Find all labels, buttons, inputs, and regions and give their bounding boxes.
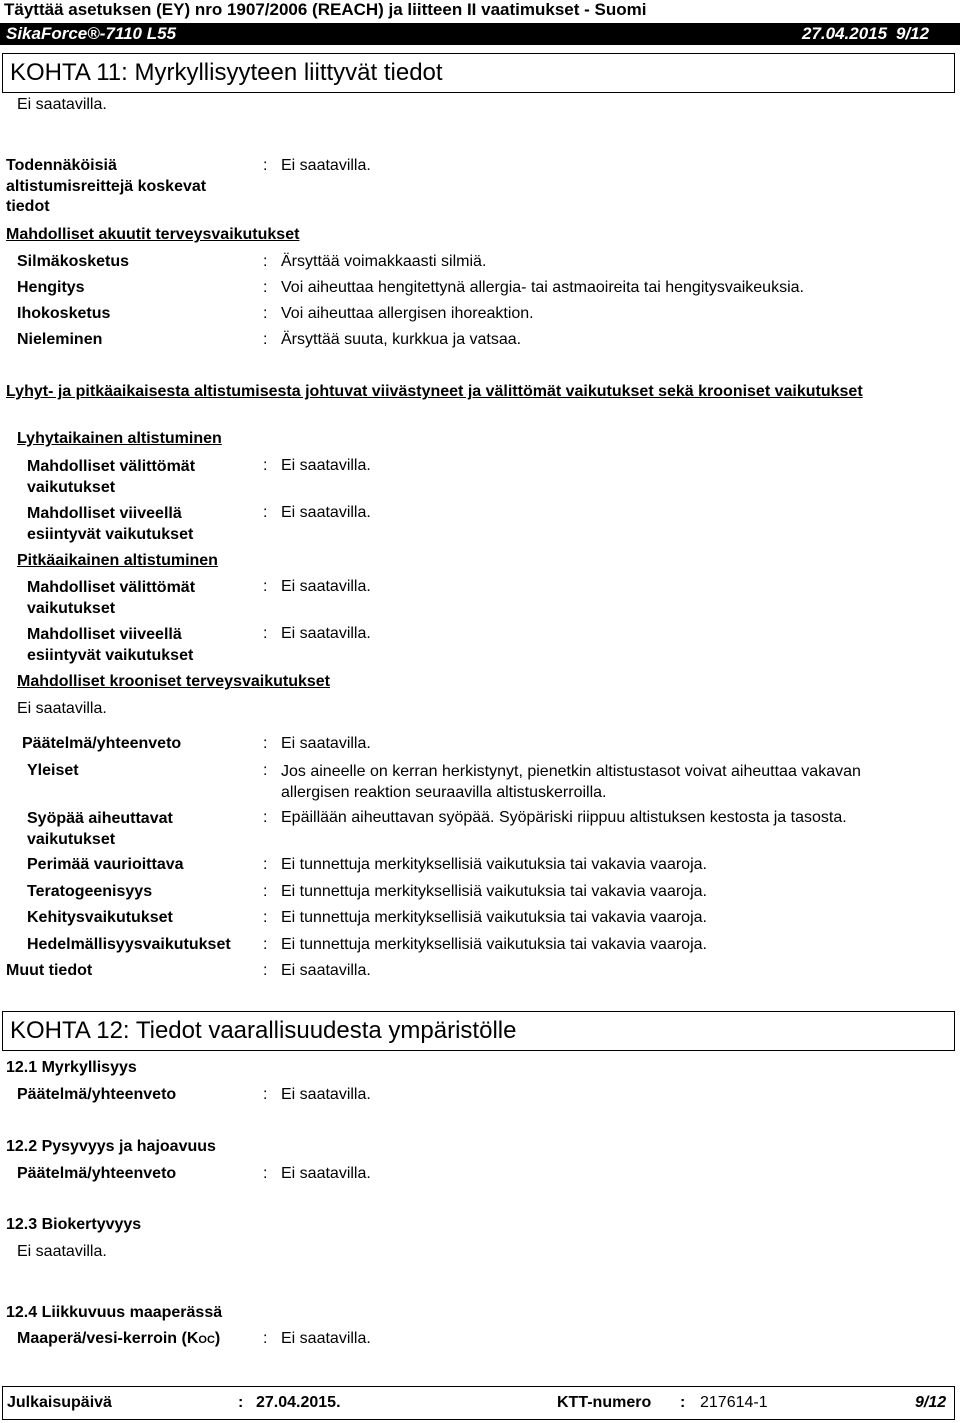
skin-contact-label: Ihokosketus [17,305,111,322]
colon: : [263,962,268,979]
teratogenic-label: Teratogeenisyys [27,883,153,900]
short-term-delayed-value: Ei saatavilla. [281,504,371,521]
developmental-label: Kehitysvaikutukset [27,909,173,926]
short-term-heading: Lyhytaikainen altistuminen [17,430,222,447]
toxicity-conclusion-label: Päätelmä/yhteenveto [17,1086,177,1103]
header-page-number: 9/12 [896,24,930,43]
chronic-effects-value: Ei saatavilla. [17,700,107,717]
colon: : [263,1165,268,1182]
eye-contact-value: Ärsyttää voimakkaasti silmiä. [281,253,487,270]
colon: : [263,305,268,322]
persistence-conclusion-value: Ei saatavilla. [281,1165,371,1182]
chronic-effects-heading: Mahdolliset krooniset terveysvaikutukset [17,673,330,690]
colon: : [263,809,268,826]
page-footer [2,1386,955,1420]
colon: : [263,504,268,521]
colon: : [263,909,268,926]
soil-water-coefficient-value: Ei saatavilla. [281,1330,371,1347]
conclusion-value: Ei saatavilla. [281,735,371,752]
eye-contact-label: Silmäkosketus [17,253,130,270]
soil-water-coefficient-label: Maaperä/vesi-kerroin (KOC) [17,1330,221,1347]
mutagenic-value: Ei tunnettuja merkityksellisiä vaikutuksia tai vakavia vaaroja. [281,856,707,873]
colon: : [680,1394,686,1411]
conclusion-label: Päätelmä/yhteenveto [22,735,182,752]
header-date: 27.04.2015 [802,24,888,43]
colon: : [238,1394,244,1411]
bioaccumulation-heading: 12.3 Biokertyvyys [6,1216,142,1233]
colon: : [263,883,268,900]
acute-effects-heading: Mahdolliset akuutit terveysvaikutukset [6,226,300,243]
section-12-title: KOHTA 12: Tiedot vaarallisuudesta ympäristölle [10,1017,517,1044]
general-value: Jos aineelle on kerran herkistynyt, pienetkin altistustasot voivat aiheuttaa vakavan allergisen reaktion seuraavilla altistuskerroilla. [281,763,861,801]
persistence-heading: 12.2 Pysyvyys ja hajoavuus [6,1138,216,1155]
mobility-heading: 12.4 Liikkuvuus maaperässä [6,1304,223,1321]
exposure-routes-label: Todennäköisiä altistumisreittejä koskevat tiedot [6,157,207,215]
long-term-delayed-value: Ei saatavilla. [281,625,371,642]
section-11-heading-box [2,53,955,93]
issue-date-label: Julkaisupäivä [7,1394,112,1411]
ktt-number-value: 217614-1 [700,1394,768,1411]
long-term-delayed-label: Mahdolliset viiveellä esiintyvät vaikutukset [27,626,194,664]
short-term-delayed-label: Mahdolliset viiveellä esiintyvät vaikutukset [27,505,194,543]
colon: : [263,157,268,174]
colon: : [263,1086,268,1103]
skin-contact-value: Voi aiheuttaa allergisen ihoreaktion. [281,305,534,322]
colon: : [263,457,268,474]
colon: : [263,1330,268,1347]
inhalation-label: Hengitys [17,279,85,296]
delayed-effects-heading: Lyhyt- ja pitkäaikaisesta altistumisesta johtuvat viivästyneet ja välittömät vaikutukset sekä krooniset vaikutukset [6,383,863,400]
colon: : [263,936,268,953]
colon: : [263,735,268,752]
colon: : [263,762,268,779]
colon: : [263,578,268,595]
persistence-conclusion-label: Päätelmä/yhteenveto [17,1165,177,1182]
carcinogenic-value: Epäillään aiheuttavan syöpää. Syöpäriski riippuu altistuksen kestosta ja tasosta. [281,809,847,826]
footer-page-number: 9/12 [915,1394,947,1411]
issue-date-value: 27.04.2015. [256,1394,341,1411]
other-info-value: Ei saatavilla. [281,962,371,979]
ingestion-label: Nieleminen [17,331,103,348]
teratogenic-value: Ei tunnettuja merkityksellisiä vaikutuksia tai vakavia vaaroja. [281,883,707,900]
mutagenic-label: Perimää vaurioittava [27,856,184,873]
section-12-heading-box [2,1011,955,1051]
bioaccumulation-value: Ei saatavilla. [17,1243,107,1260]
other-info-label: Muut tiedot [6,962,93,979]
long-term-immediate-value: Ei saatavilla. [281,578,371,595]
regulation-header: Täyttää asetuksen (EY) nro 1907/2006 (REACH) ja liitteen II vaatimukset - Suomi [4,0,647,19]
inhalation-value: Voi aiheuttaa hengitettynä allergia- tai astmaoireita tai hengitysvaikeuksia. [281,279,804,296]
product-name: SikaForce®-7110 L55 [6,24,177,43]
colon: : [263,625,268,642]
short-term-immediate-value: Ei saatavilla. [281,457,371,474]
long-term-immediate-label: Mahdolliset välittömät vaikutukset [27,579,196,617]
colon: : [263,253,268,270]
section-11-title: KOHTA 11: Myrkyllisyyteen liittyvät tiedot [10,59,443,86]
carcinogenic-label: Syöpää aiheuttavat vaikutukset [27,810,173,848]
long-term-heading: Pitkäaikainen altistuminen [17,552,218,569]
document-title-bar [0,23,960,45]
ktt-number-label: KTT-numero [557,1394,652,1411]
toxicity-heading: 12.1 Myrkyllisyys [6,1059,137,1076]
developmental-value: Ei tunnettuja merkityksellisiä vaikutuksia tai vakavia vaaroja. [281,909,707,926]
toxicity-conclusion-value: Ei saatavilla. [281,1086,371,1103]
colon: : [263,279,268,296]
ingestion-value: Ärsyttää suuta, kurkkua ja vatsaa. [281,331,522,348]
section-11-intro-value: Ei saatavilla. [17,96,107,113]
colon: : [263,331,268,348]
general-label: Yleiset [27,762,79,779]
fertility-value: Ei tunnettuja merkityksellisiä vaikutuksia tai vakavia vaaroja. [281,936,707,953]
exposure-routes-value: Ei saatavilla. [281,157,371,174]
short-term-immediate-label: Mahdolliset välittömät vaikutukset [27,458,196,496]
colon: : [263,856,268,873]
fertility-label: Hedelmällisyysvaikutukset [27,936,231,953]
